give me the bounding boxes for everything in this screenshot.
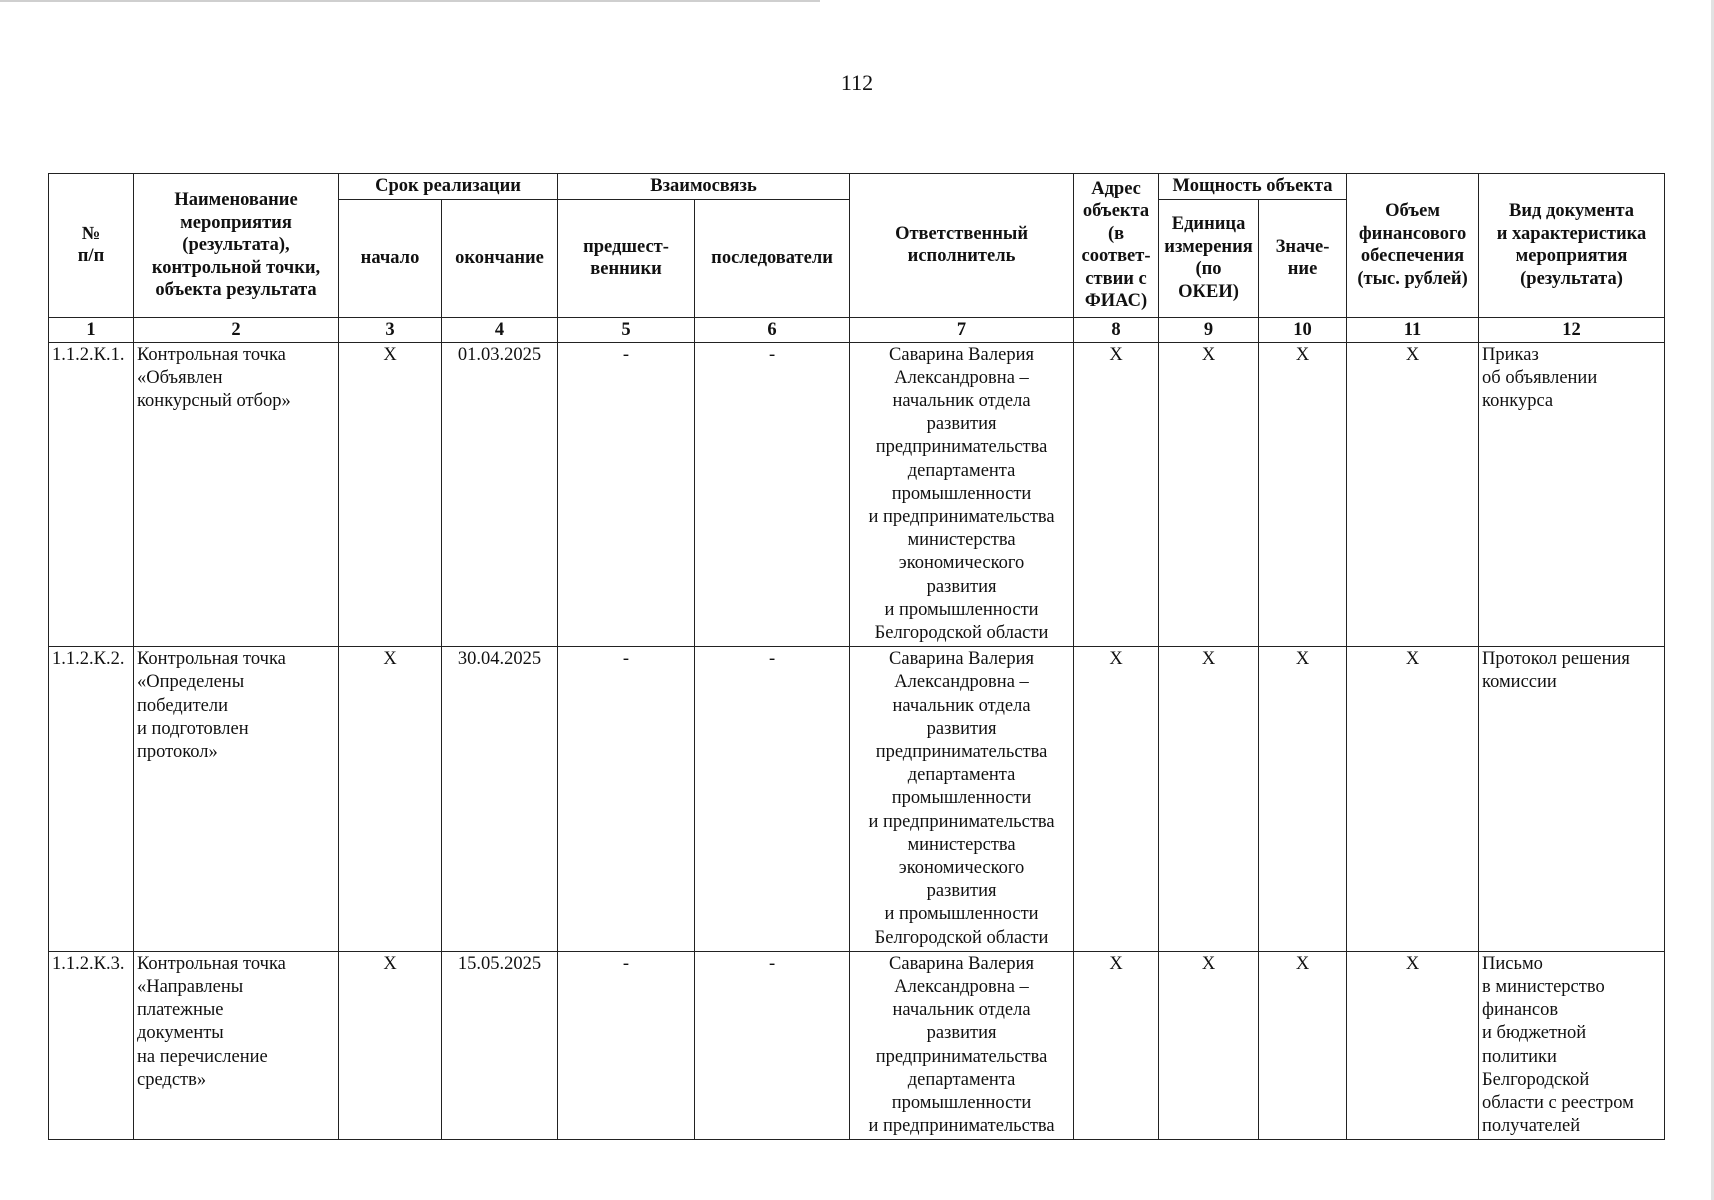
header-term: Срок реализации xyxy=(339,174,558,200)
row-value: X xyxy=(1259,647,1347,952)
page-number: 112 xyxy=(840,70,874,95)
column-number: 11 xyxy=(1347,317,1479,342)
row-doc: Протокол решения комиссии xyxy=(1479,647,1665,952)
header-finance: Объем финансового обеспечения (тыс. рублей) xyxy=(1347,174,1479,318)
row-followers: - xyxy=(695,647,850,952)
header-predecessors: предшест- венники xyxy=(558,199,695,317)
scan-artifact-line xyxy=(0,0,820,2)
column-number: 7 xyxy=(850,317,1074,342)
row-finance: X xyxy=(1347,342,1479,647)
plan-table xyxy=(48,173,1665,1140)
row-start: X xyxy=(339,951,442,1140)
row-address: X xyxy=(1074,342,1159,647)
header-num: № п/п xyxy=(49,174,134,318)
row-predecessors: - xyxy=(558,342,695,647)
header-capacity: Мощность объекта xyxy=(1159,174,1347,200)
column-number: 9 xyxy=(1159,317,1259,342)
row-unit: X xyxy=(1159,342,1259,647)
header-unit: Единица измерения (по ОКЕИ) xyxy=(1159,199,1259,317)
row-value: X xyxy=(1259,342,1347,647)
row-unit: X xyxy=(1159,951,1259,1140)
row-predecessors: - xyxy=(558,951,695,1140)
column-number: 3 xyxy=(339,317,442,342)
column-numbers-row xyxy=(49,317,1665,342)
table-header xyxy=(49,174,1665,318)
row-responsible: Саварина Валерия Александровна – начальник отдела развития предпринимательства департамента промышленности и предпринимательства министерства экономического развития и промышленности Белгородской области xyxy=(850,342,1074,647)
row-value: X xyxy=(1259,951,1347,1140)
row-name: Контрольная точка «Объявлен конкурсный отбор» xyxy=(134,342,339,647)
row-finance: X xyxy=(1347,647,1479,952)
header-end: окончание xyxy=(442,199,558,317)
column-number: 1 xyxy=(49,317,134,342)
row-end: 15.05.2025 xyxy=(442,951,558,1140)
row-end: 01.03.2025 xyxy=(442,342,558,647)
table-row xyxy=(49,951,1665,1140)
header-doc-type: Вид документа и характеристика мероприятия (результата) xyxy=(1479,174,1665,318)
table-body xyxy=(49,317,1665,1140)
row-num: 1.1.2.К.1. xyxy=(49,342,134,647)
row-doc: Приказ об объявлении конкурса xyxy=(1479,342,1665,647)
column-number: 10 xyxy=(1259,317,1347,342)
row-end: 30.04.2025 xyxy=(442,647,558,952)
table-row xyxy=(49,647,1665,952)
column-number: 5 xyxy=(558,317,695,342)
header-start: начало xyxy=(339,199,442,317)
table-row xyxy=(49,342,1665,647)
row-num: 1.1.2.К.3. xyxy=(49,951,134,1140)
row-num: 1.1.2.К.2. xyxy=(49,647,134,952)
row-doc: Письмо в министерство финансов и бюджетной политики Белгородской области с реестром получателей xyxy=(1479,951,1665,1140)
row-unit: X xyxy=(1159,647,1259,952)
column-number: 2 xyxy=(134,317,339,342)
row-finance: X xyxy=(1347,951,1479,1140)
header-followers: последователи xyxy=(695,199,850,317)
header-address: Адрес объекта (в соответ- ствии с ФИАС) xyxy=(1074,174,1159,318)
column-number: 8 xyxy=(1074,317,1159,342)
column-number: 4 xyxy=(442,317,558,342)
row-name: Контрольная точка «Направлены платежные документы на перечисление средств» xyxy=(134,951,339,1140)
row-followers: - xyxy=(695,951,850,1140)
column-number: 6 xyxy=(695,317,850,342)
column-number: 12 xyxy=(1479,317,1665,342)
row-name: Контрольная точка «Определены победители и подготовлен протокол» xyxy=(134,647,339,952)
header-responsible: Ответственный исполнитель xyxy=(850,174,1074,318)
row-start: X xyxy=(339,342,442,647)
row-followers: - xyxy=(695,342,850,647)
header-value: Значе- ние xyxy=(1259,199,1347,317)
row-responsible: Саварина Валерия Александровна – начальник отдела развития предпринимательства департамента промышленности и предпринимательства министерства экономического развития и промышленности Белгородской области xyxy=(850,647,1074,952)
row-start: X xyxy=(339,647,442,952)
row-address: X xyxy=(1074,951,1159,1140)
header-link: Взаимосвязь xyxy=(558,174,850,200)
row-predecessors: - xyxy=(558,647,695,952)
header-name: Наименование мероприятия (результата), контрольной точки, объекта результата xyxy=(134,174,339,318)
row-responsible: Саварина Валерия Александровна – начальник отдела развития предпринимательства департамента промышленности и предпринимательства xyxy=(850,951,1074,1140)
row-address: X xyxy=(1074,647,1159,952)
